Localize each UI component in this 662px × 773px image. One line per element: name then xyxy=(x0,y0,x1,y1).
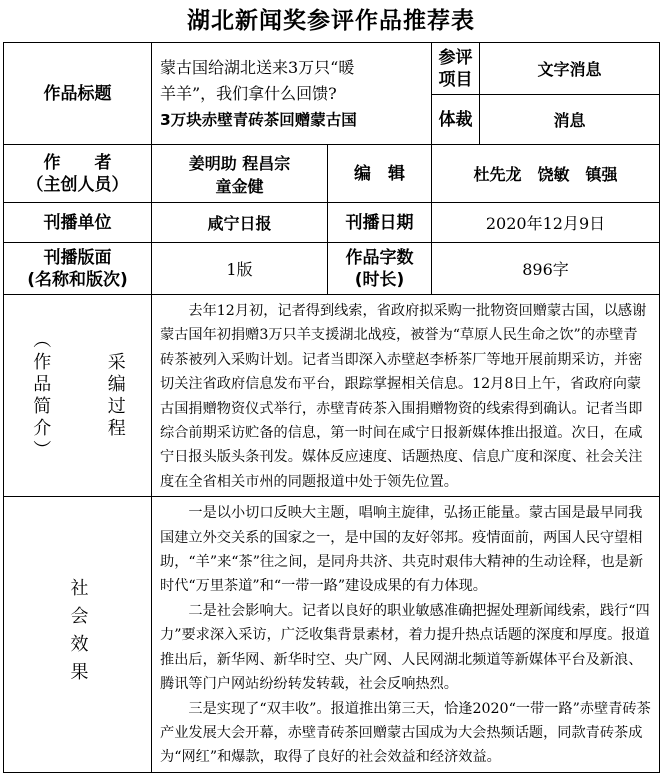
page-title: 湖北新闻奖参评作品推荐表 xyxy=(187,8,475,34)
intro-side-col-2: （作品简介） xyxy=(30,329,52,462)
effect-side-text: 社会效果 xyxy=(67,578,89,691)
publisher-label: 刊播单位 xyxy=(4,203,152,243)
author-label xyxy=(4,145,152,203)
category-label-line-1: 参评 xyxy=(438,47,473,68)
author-value-line-1: 姜明助 程昌宗 xyxy=(188,153,291,173)
date-value: 2020年12月9日 xyxy=(432,203,660,243)
work-title-line-2: 羊羊”，我们拿什么回馈? xyxy=(160,83,337,103)
effect-paragraph-3: 三是实现了“双丰收”。报道推出第三天，恰逢2020“一带一路”赤壁青砖茶产业发展大会开幕，赤壁青砖茶回赠蒙古国成为大会热频话题，同款青砖茶成为“网红”和爆款，取得了良好的社会效益和经济效益。 xyxy=(160,700,651,766)
work-title-line-1: 蒙古国给湖北送来3万只“暖 xyxy=(160,57,355,77)
author-label-line-2: （主创人员） xyxy=(26,174,129,195)
date-label: 刊播日期 xyxy=(328,203,432,243)
editor-value: 杜先龙 饶敏 镇强 xyxy=(432,145,660,203)
page-label-line-2: (名称和版次) xyxy=(27,269,128,290)
effect-paragraph-1: 一是以小切口反映大主题，唱响主旋律，弘扬正能量。蒙古国是最早同我国建立外交关系的国家之一，是中国的友好邻邦。疫情面前，两国人民守望相助，“羊”来“茶”往之间，是同舟共济、共克时艰伟大精神的生动诠释，也是新时代“万里茶道”和“一带一路”建设成果的有力体现。 xyxy=(160,505,644,595)
intro-side-col-1: 采编过程 xyxy=(104,351,126,440)
work-title-label: 作品标题 xyxy=(4,43,152,145)
editor-label: 编 辑 xyxy=(328,145,432,203)
genre-value: 消息 xyxy=(480,95,660,145)
category-value: 文字消息 xyxy=(480,43,660,95)
effect-paragraph-2: 二是社会影响大。记者以良好的职业敏感准确把握处理新闻线索，践行“四力”要求深入采访，广泛收集背景素材，着力提升热点话题的深度和厚度。报道推出后，新华网、新华时空、央广网、人民网湖北频道等新媒体平台及新浪、腾讯等门户网站纷纷转发转载，社会反响热烈。 xyxy=(160,602,650,693)
page-value: 1版 xyxy=(152,243,328,295)
author-value-line-2: 童金健 xyxy=(215,176,264,196)
wordcount-label xyxy=(328,243,432,295)
author-value xyxy=(152,145,328,203)
category-label-line-2: 项目 xyxy=(438,69,473,90)
recommendation-table xyxy=(3,42,660,773)
publisher-value: 咸宁日报 xyxy=(152,203,328,243)
wordcount-label-line-1: 作品字数 xyxy=(345,247,414,268)
work-title-line-3: 3万块赤壁青砖茶回赠蒙古国 xyxy=(160,110,357,129)
effect-text xyxy=(152,497,660,772)
effect-side-label xyxy=(4,497,152,772)
author-label-line-1: 作 者 xyxy=(43,152,112,173)
intro-side-label xyxy=(4,295,152,497)
genre-label: 体裁 xyxy=(432,95,480,145)
category-label xyxy=(432,43,480,95)
page-label-line-1: 刊播版面 xyxy=(43,247,112,268)
work-title-value xyxy=(152,43,432,145)
page-label xyxy=(4,243,152,295)
intro-text: 去年12月初，记者得到线索，省政府拟采购一批物资回赠蒙古国，以感谢蒙古国年初捐赠3万只羊支援湖北战疫，被誉为“草原人民生命之饮”的赤壁青砖茶被列入采购计划。记者当即深入赤壁赵李桥茶厂等地开展前期采访，并密切关注省政府信息发布平台，跟踪掌握相关信息。12月8日上午，省政府向蒙古国捐赠物资仪式举行，赤壁青砖茶入围捐赠物资的线索得到确认。记者当即综合前期采访贮备的信息，第一时间在咸宁日报新媒体推出报道。次日，在咸宁日报头版头条刊发。媒体反应速度、话题热度、信息广度和深度、社会关注度在全省相关市州的同题报道中处于领先位置。 xyxy=(152,295,660,497)
wordcount-label-line-2: (时长) xyxy=(354,269,405,290)
wordcount-value: 896字 xyxy=(432,243,660,295)
